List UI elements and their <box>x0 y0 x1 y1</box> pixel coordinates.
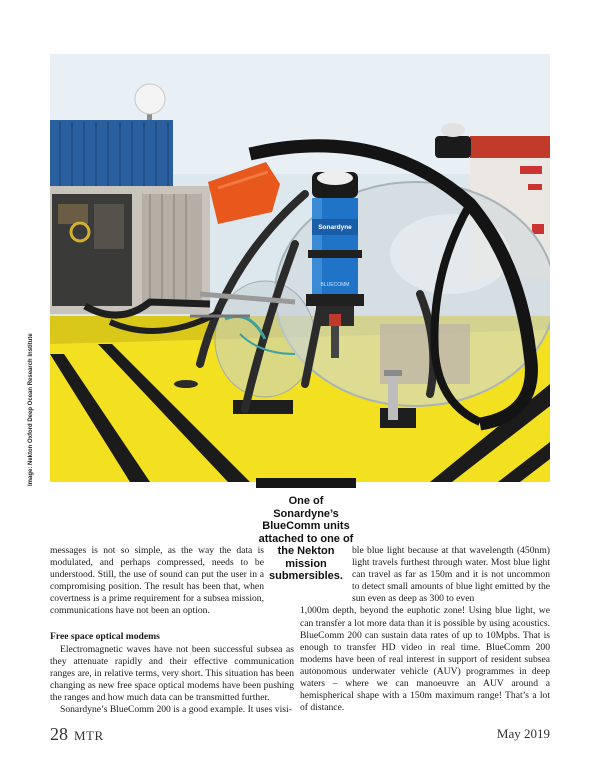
magazine-name: MTR <box>74 728 104 743</box>
caption-bar <box>256 478 356 488</box>
right-column <box>300 545 550 714</box>
photo-credit: Image: Nekton Oxford Deep Ocean Research Institute <box>28 333 34 486</box>
red-container <box>470 136 550 158</box>
left-intro-paragraph: messages is not so simple, as the way the data is modulated, and perhaps compressed, needs to be understood. Still, the use of sound can put the user in a compromising position. The result has been that, when covertness is a prime requirement for a subsea mission, communications have not been an option. <box>50 545 264 617</box>
article-photo <box>50 54 550 482</box>
page-footer-left <box>50 724 104 745</box>
blue-container <box>50 120 173 188</box>
photo-caption: One of Sonardyne’s BlueComm units attached to one of the Nekton mission submersibles. <box>258 495 354 582</box>
section-heading: Free space optical modems <box>50 630 160 642</box>
page-number: 28 <box>50 724 68 744</box>
right-paragraph: 1,000m depth, beyond the euphotic zone! Using blue light, we can transfer a lot more data than it is possible by using acoustics. BlueComm 200 can sustain data rates of up to 10Mpbs. That is enough to transfer HD video in real time. BlueComm 200 modems have been of real interest in support of resident subsea autonomous underwater vehicle (AUV) programmes in deep waters – where we can manoeuvre an AUV around a hemispherical shape with a 150m maximum range! That’s a lot of distance. <box>300 605 550 714</box>
left-paragraph: Sonardyne’s BlueComm 200 is a good example. It uses visi- <box>60 704 292 716</box>
left-paragraph: Electromagnetic waves have not been successful subsea as they attenuate rapidly and their effective communication ranges are, in relative terms, very short. This situation has been changing as new free space optical modems have been pushing the ranges and how much data can be transmitted further. <box>50 643 294 704</box>
right-intro-paragraph: ble blue light because at that wavelength (450nm) light travels furthest through water. Most blue light can travel as far as 150m and it is not uncommon to detect small amounts of blue light emitted by the sun even as deep as 300 to even <box>352 545 550 605</box>
modem-brand-label: Sonardyne <box>318 224 352 231</box>
modem-model-label: BLUECOMM <box>320 282 350 288</box>
issue-date: May 2019 <box>496 726 550 741</box>
radar-dome <box>135 84 165 114</box>
left-column <box>50 545 294 716</box>
